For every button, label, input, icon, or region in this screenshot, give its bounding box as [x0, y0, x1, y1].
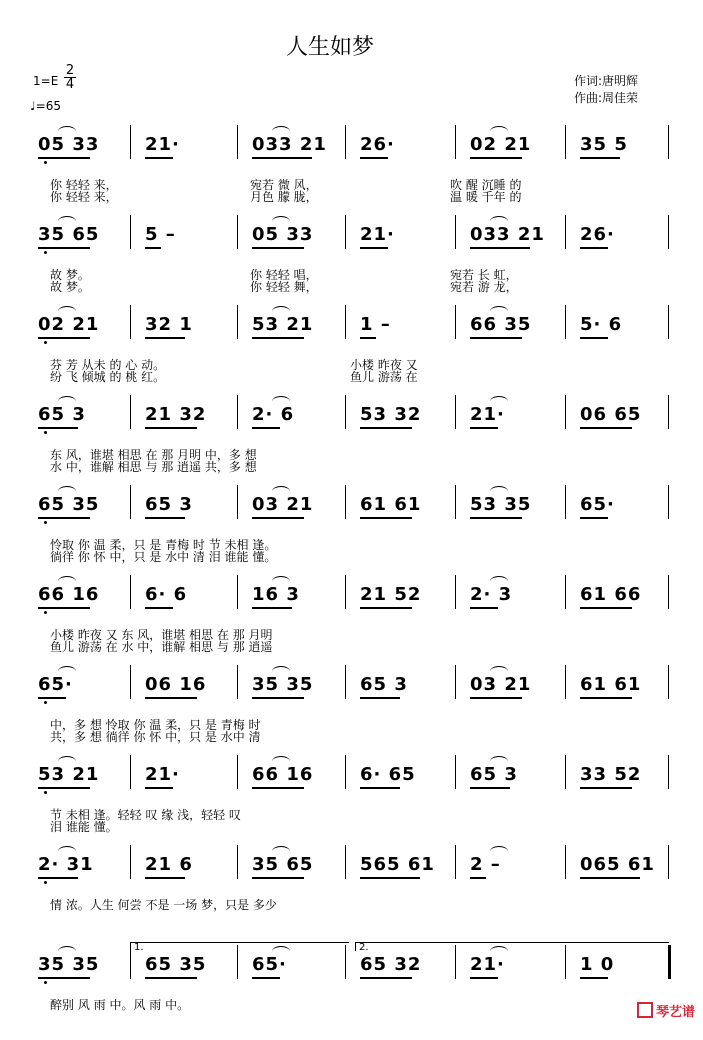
barline — [345, 485, 346, 519]
lyric-line: 鱼儿 游荡 在 — [350, 370, 418, 384]
measure-notes: 2· 31 — [38, 854, 94, 875]
lyric-line: 东 风，谁堪 相思 在 那 月明 中，多 想 — [50, 448, 257, 462]
barline — [668, 125, 669, 159]
barline — [345, 665, 346, 699]
lyric-line: 温 暖 千年 的 — [450, 190, 522, 204]
beam-underline — [580, 877, 640, 879]
measure-notes: 21· — [360, 224, 395, 245]
beam-underline — [580, 247, 608, 249]
measure-notes: 02 21 — [38, 314, 100, 335]
barline — [565, 125, 566, 159]
beam-underline — [252, 607, 292, 609]
tie-arc — [272, 396, 290, 407]
measure-notes: 33 52 — [580, 764, 642, 785]
barline — [130, 755, 131, 789]
time-top: 2 — [65, 63, 75, 78]
composer: 作曲:周佳荣 — [574, 91, 639, 105]
barline — [668, 755, 669, 789]
measure-notes: 2· 6 — [252, 404, 295, 425]
beam-underline — [252, 977, 280, 979]
barline — [237, 215, 238, 249]
beam-underline — [38, 337, 90, 339]
beam-underline — [470, 607, 498, 609]
lyric-line: 月色 朦 胧， — [250, 190, 318, 204]
key-signature: 1=E — [33, 74, 59, 88]
measure-notes: 2 – — [470, 854, 501, 875]
tie-arc — [272, 216, 290, 227]
lyric-line: 吹 醒 沉睡 的 — [450, 178, 522, 192]
lyric-line: 故 梦。 — [50, 268, 90, 282]
tie-arc — [58, 946, 76, 957]
score-system — [0, 850, 703, 940]
score-system — [0, 490, 703, 580]
tie-arc — [490, 126, 508, 137]
tie-arc — [272, 486, 290, 497]
barline — [455, 125, 456, 159]
lyric-line: 鱼儿 游荡 在 水 中，谁解 相思 与 那 逍遥 — [50, 640, 273, 654]
tie-arc — [490, 846, 508, 857]
measure-notes: 21 6 — [145, 854, 193, 875]
measure-notes: 61 61 — [360, 494, 422, 515]
beam-underline — [360, 877, 420, 879]
barline — [565, 665, 566, 699]
measure-notes: 66 35 — [470, 314, 532, 335]
octave-dot — [44, 701, 47, 704]
time-bottom: 4 — [65, 77, 75, 92]
lyric-line: 你 轻轻 来， — [50, 190, 118, 204]
beam-underline — [252, 427, 280, 429]
barline — [345, 755, 346, 789]
barline — [130, 575, 131, 609]
barline — [237, 305, 238, 339]
measure-notes: 06 65 — [580, 404, 642, 425]
beam-underline — [360, 247, 388, 249]
tie-arc — [490, 216, 508, 227]
beam-underline — [38, 787, 90, 789]
beam-underline — [38, 427, 78, 429]
beam-underline — [470, 977, 498, 979]
beam-underline — [470, 337, 522, 339]
score-system — [0, 670, 703, 760]
barline — [345, 575, 346, 609]
measure-notes: 565 61 — [360, 854, 435, 875]
barline — [668, 665, 669, 699]
beam-underline — [145, 607, 173, 609]
measure-notes: 02 21 — [470, 134, 532, 155]
beam-underline — [470, 787, 510, 789]
beam-underline — [145, 697, 197, 699]
measure-notes: 65· — [38, 674, 73, 695]
beam-underline — [38, 977, 90, 979]
barline — [237, 485, 238, 519]
tie-arc — [490, 396, 508, 407]
barline — [455, 755, 456, 789]
tie-arc — [272, 126, 290, 137]
octave-dot — [44, 251, 47, 254]
measure-notes: 53 32 — [360, 404, 422, 425]
octave-dot — [44, 161, 47, 164]
measure-notes: 21· — [470, 954, 505, 975]
lyric-line: 纷 飞 倾城 的 桃 红。 — [50, 370, 166, 384]
beam-underline — [145, 247, 161, 249]
measure-notes: 53 21 — [252, 314, 314, 335]
measure-notes: 35 35 — [38, 954, 100, 975]
tie-arc — [272, 666, 290, 677]
score-system — [0, 220, 703, 310]
lyricist: 作词:唐明辉 — [574, 74, 639, 88]
lyric-line: 水 中，谁解 相思 与 那 逍遥 共，多 想 — [50, 460, 257, 474]
barline — [565, 485, 566, 519]
barline — [455, 575, 456, 609]
tempo-mark: ♩=65 — [30, 99, 61, 113]
score-system — [0, 942, 703, 1040]
lyric-line: 醉别 风 雨 中。风 雨 中。 — [50, 998, 190, 1012]
measure-notes: 53 21 — [38, 764, 100, 785]
beam-underline — [470, 697, 522, 699]
barline — [668, 305, 669, 339]
octave-dot — [44, 881, 47, 884]
beam-underline — [145, 977, 197, 979]
beam-underline — [470, 517, 522, 519]
barline — [237, 125, 238, 159]
tie-arc — [490, 486, 508, 497]
beam-underline — [580, 157, 620, 159]
barline — [345, 395, 346, 429]
beam-underline — [360, 977, 412, 979]
measure-notes: 16 3 — [252, 584, 300, 605]
measure-notes: 6· 65 — [360, 764, 416, 785]
barline — [455, 665, 456, 699]
octave-dot — [44, 611, 47, 614]
measure-notes: 5· 6 — [580, 314, 623, 335]
beam-underline — [145, 517, 185, 519]
tie-arc — [272, 576, 290, 587]
tie-arc — [272, 756, 290, 767]
tie-arc — [272, 846, 290, 857]
measure-notes: 26· — [360, 134, 395, 155]
lyric-line: 你 轻轻 来， — [50, 178, 118, 192]
barline — [668, 845, 669, 879]
tie-arc — [58, 126, 76, 137]
tie-arc — [272, 306, 290, 317]
barline — [455, 395, 456, 429]
measure-notes: 35 65 — [38, 224, 100, 245]
measure-notes: 05 33 — [38, 134, 100, 155]
lyric-line: 宛若 长 虹， — [450, 268, 518, 282]
beam-underline — [38, 247, 90, 249]
beam-underline — [360, 787, 400, 789]
tie-arc — [58, 306, 76, 317]
measure-notes: 61 66 — [580, 584, 642, 605]
beam-underline — [145, 877, 185, 879]
measure-notes: 65 3 — [470, 764, 518, 785]
lyric-line: 故 梦。 — [50, 280, 90, 294]
beam-underline — [252, 337, 304, 339]
logo-icon — [637, 1002, 653, 1018]
beam-underline — [252, 877, 304, 879]
measure-notes: 35 65 — [252, 854, 314, 875]
beam-underline — [145, 157, 173, 159]
measure-notes: 66 16 — [38, 584, 100, 605]
measure-notes: 21· — [145, 764, 180, 785]
measure-notes: 26· — [580, 224, 615, 245]
measure-notes: 033 21 — [252, 134, 327, 155]
lyric-line: 宛若 游 龙， — [450, 280, 518, 294]
beam-underline — [252, 787, 304, 789]
barline — [455, 485, 456, 519]
beam-underline — [470, 427, 498, 429]
measure-notes: 065 61 — [580, 854, 655, 875]
beam-underline — [38, 607, 90, 609]
beam-underline — [360, 337, 376, 339]
time-signature — [64, 64, 76, 91]
barline — [668, 485, 669, 519]
beam-underline — [580, 787, 632, 789]
measure-notes: 033 21 — [470, 224, 545, 245]
tie-arc — [58, 396, 76, 407]
lyric-line: 你 轻轻 舞， — [250, 280, 318, 294]
measure-notes: 21· — [145, 134, 180, 155]
site-logo — [637, 1001, 695, 1020]
barline — [130, 485, 131, 519]
logo-text: 琴艺谱 — [655, 1005, 695, 1020]
measure-notes: 65· — [252, 954, 287, 975]
beam-underline — [580, 427, 632, 429]
barline — [565, 215, 566, 249]
barline — [345, 305, 346, 339]
beam-underline — [580, 697, 632, 699]
measure-notes: 1 – — [360, 314, 391, 335]
lyric-line: 情 浓。人生 何尝 不是 一场 梦，只是 多少 — [50, 898, 277, 912]
barline — [130, 395, 131, 429]
beam-underline — [470, 247, 530, 249]
measure-notes: 32 1 — [145, 314, 193, 335]
beam-underline — [470, 157, 522, 159]
lyric-line: 宛若 微 风， — [250, 178, 318, 192]
octave-dot — [44, 431, 47, 434]
measure-notes: 21 32 — [145, 404, 207, 425]
tie-arc — [490, 576, 508, 587]
lyric-line: 徜徉 你 怀 中，只 是 水中 清 泪 谁能 懂。 — [50, 550, 277, 564]
barline — [565, 575, 566, 609]
beam-underline — [38, 697, 66, 699]
measure-notes: 05 33 — [252, 224, 314, 245]
measure-notes: 1 0 — [580, 954, 615, 975]
barline — [130, 845, 131, 879]
barline — [668, 575, 669, 609]
tie-arc — [58, 756, 76, 767]
score-system — [0, 400, 703, 490]
measure-notes: 65 35 — [38, 494, 100, 515]
barline — [345, 845, 346, 879]
lyric-line: 中，多 想 怜取 你 温 柔，只 是 青梅 时 — [50, 718, 261, 732]
barline — [565, 845, 566, 879]
barline — [130, 305, 131, 339]
tie-arc — [490, 756, 508, 767]
measure-notes: 61 61 — [580, 674, 642, 695]
beam-underline — [252, 157, 312, 159]
tie-arc — [58, 216, 76, 227]
barline — [565, 305, 566, 339]
barline — [455, 845, 456, 879]
beam-underline — [145, 787, 173, 789]
barline — [565, 395, 566, 429]
measure-notes: 35 35 — [252, 674, 314, 695]
tie-arc — [58, 486, 76, 497]
measure-notes: 65 32 — [360, 954, 422, 975]
beam-underline — [252, 517, 304, 519]
tie-arc — [490, 666, 508, 677]
barline — [237, 665, 238, 699]
beam-underline — [360, 697, 400, 699]
measure-notes: 65 3 — [360, 674, 408, 695]
beam-underline — [580, 337, 608, 339]
beam-underline — [252, 697, 304, 699]
lyric-line: 泪 谁能 懂。 — [50, 820, 118, 834]
tie-arc — [58, 576, 76, 587]
volta-1: 1. — [130, 942, 349, 951]
barline — [130, 665, 131, 699]
lyric-line: 你 轻轻 唱， — [250, 268, 318, 282]
measure-notes: 03 21 — [470, 674, 532, 695]
measure-notes: 65 35 — [145, 954, 207, 975]
measure-notes: 53 35 — [470, 494, 532, 515]
barline — [130, 125, 131, 159]
beam-underline — [252, 247, 304, 249]
barline — [237, 575, 238, 609]
beam-underline — [360, 427, 412, 429]
measure-notes: 66 16 — [252, 764, 314, 785]
measure-notes: 35 5 — [580, 134, 628, 155]
beam-underline — [360, 517, 412, 519]
measure-notes: 65· — [580, 494, 615, 515]
barline — [455, 215, 456, 249]
measure-notes: 21· — [470, 404, 505, 425]
barline — [237, 755, 238, 789]
score-system — [0, 580, 703, 670]
beam-underline — [38, 517, 90, 519]
measure-notes: 06 16 — [145, 674, 207, 695]
volta-2: 2. — [355, 942, 669, 951]
barline — [565, 755, 566, 789]
beam-underline — [470, 877, 486, 879]
beam-underline — [38, 157, 90, 159]
octave-dot — [44, 341, 47, 344]
barline — [237, 395, 238, 429]
score-system — [0, 760, 703, 850]
beam-underline — [580, 607, 632, 609]
measure-notes: 21 52 — [360, 584, 422, 605]
page-title: 人生如梦 — [285, 35, 374, 60]
barline — [345, 215, 346, 249]
measure-notes: 65 3 — [38, 404, 86, 425]
beam-underline — [145, 427, 197, 429]
beam-underline — [360, 157, 388, 159]
lyric-line: 共，多 想 徜徉 你 怀 中，只 是 水中 清 — [50, 730, 261, 744]
lyric-line: 芬 芳 从未 的 心 动。 — [50, 358, 166, 372]
tie-arc — [490, 306, 508, 317]
beam-underline — [145, 337, 185, 339]
lyric-line: 小楼 昨夜 又 — [350, 358, 418, 372]
beam-underline — [38, 877, 78, 879]
measure-notes: 65 3 — [145, 494, 193, 515]
measure-notes: 6· 6 — [145, 584, 188, 605]
barline — [668, 215, 669, 249]
barline — [455, 305, 456, 339]
barline — [668, 395, 669, 429]
lyric-line: 节 未相 逢。轻轻 叹 缘 浅，轻轻 叹 — [50, 808, 241, 822]
measure-notes: 2· 3 — [470, 584, 513, 605]
octave-dot — [44, 791, 47, 794]
barline — [237, 845, 238, 879]
octave-dot — [44, 981, 47, 984]
barline — [345, 125, 346, 159]
score-system — [0, 310, 703, 400]
lyric-line: 小楼 昨夜 又 东 风，谁堪 相思 在 那 月明 — [50, 628, 273, 642]
measure-notes: 5 – — [145, 224, 176, 245]
beam-underline — [360, 607, 412, 609]
measure-notes: 03 21 — [252, 494, 314, 515]
tie-arc — [58, 666, 76, 677]
beam-underline — [580, 517, 608, 519]
barline — [130, 215, 131, 249]
octave-dot — [44, 521, 47, 524]
score-system — [0, 130, 703, 220]
lyric-line: 怜取 你 温 柔，只 是 青梅 时 节 未相 逢。 — [50, 538, 277, 552]
tie-arc — [58, 846, 76, 857]
beam-underline — [580, 977, 608, 979]
